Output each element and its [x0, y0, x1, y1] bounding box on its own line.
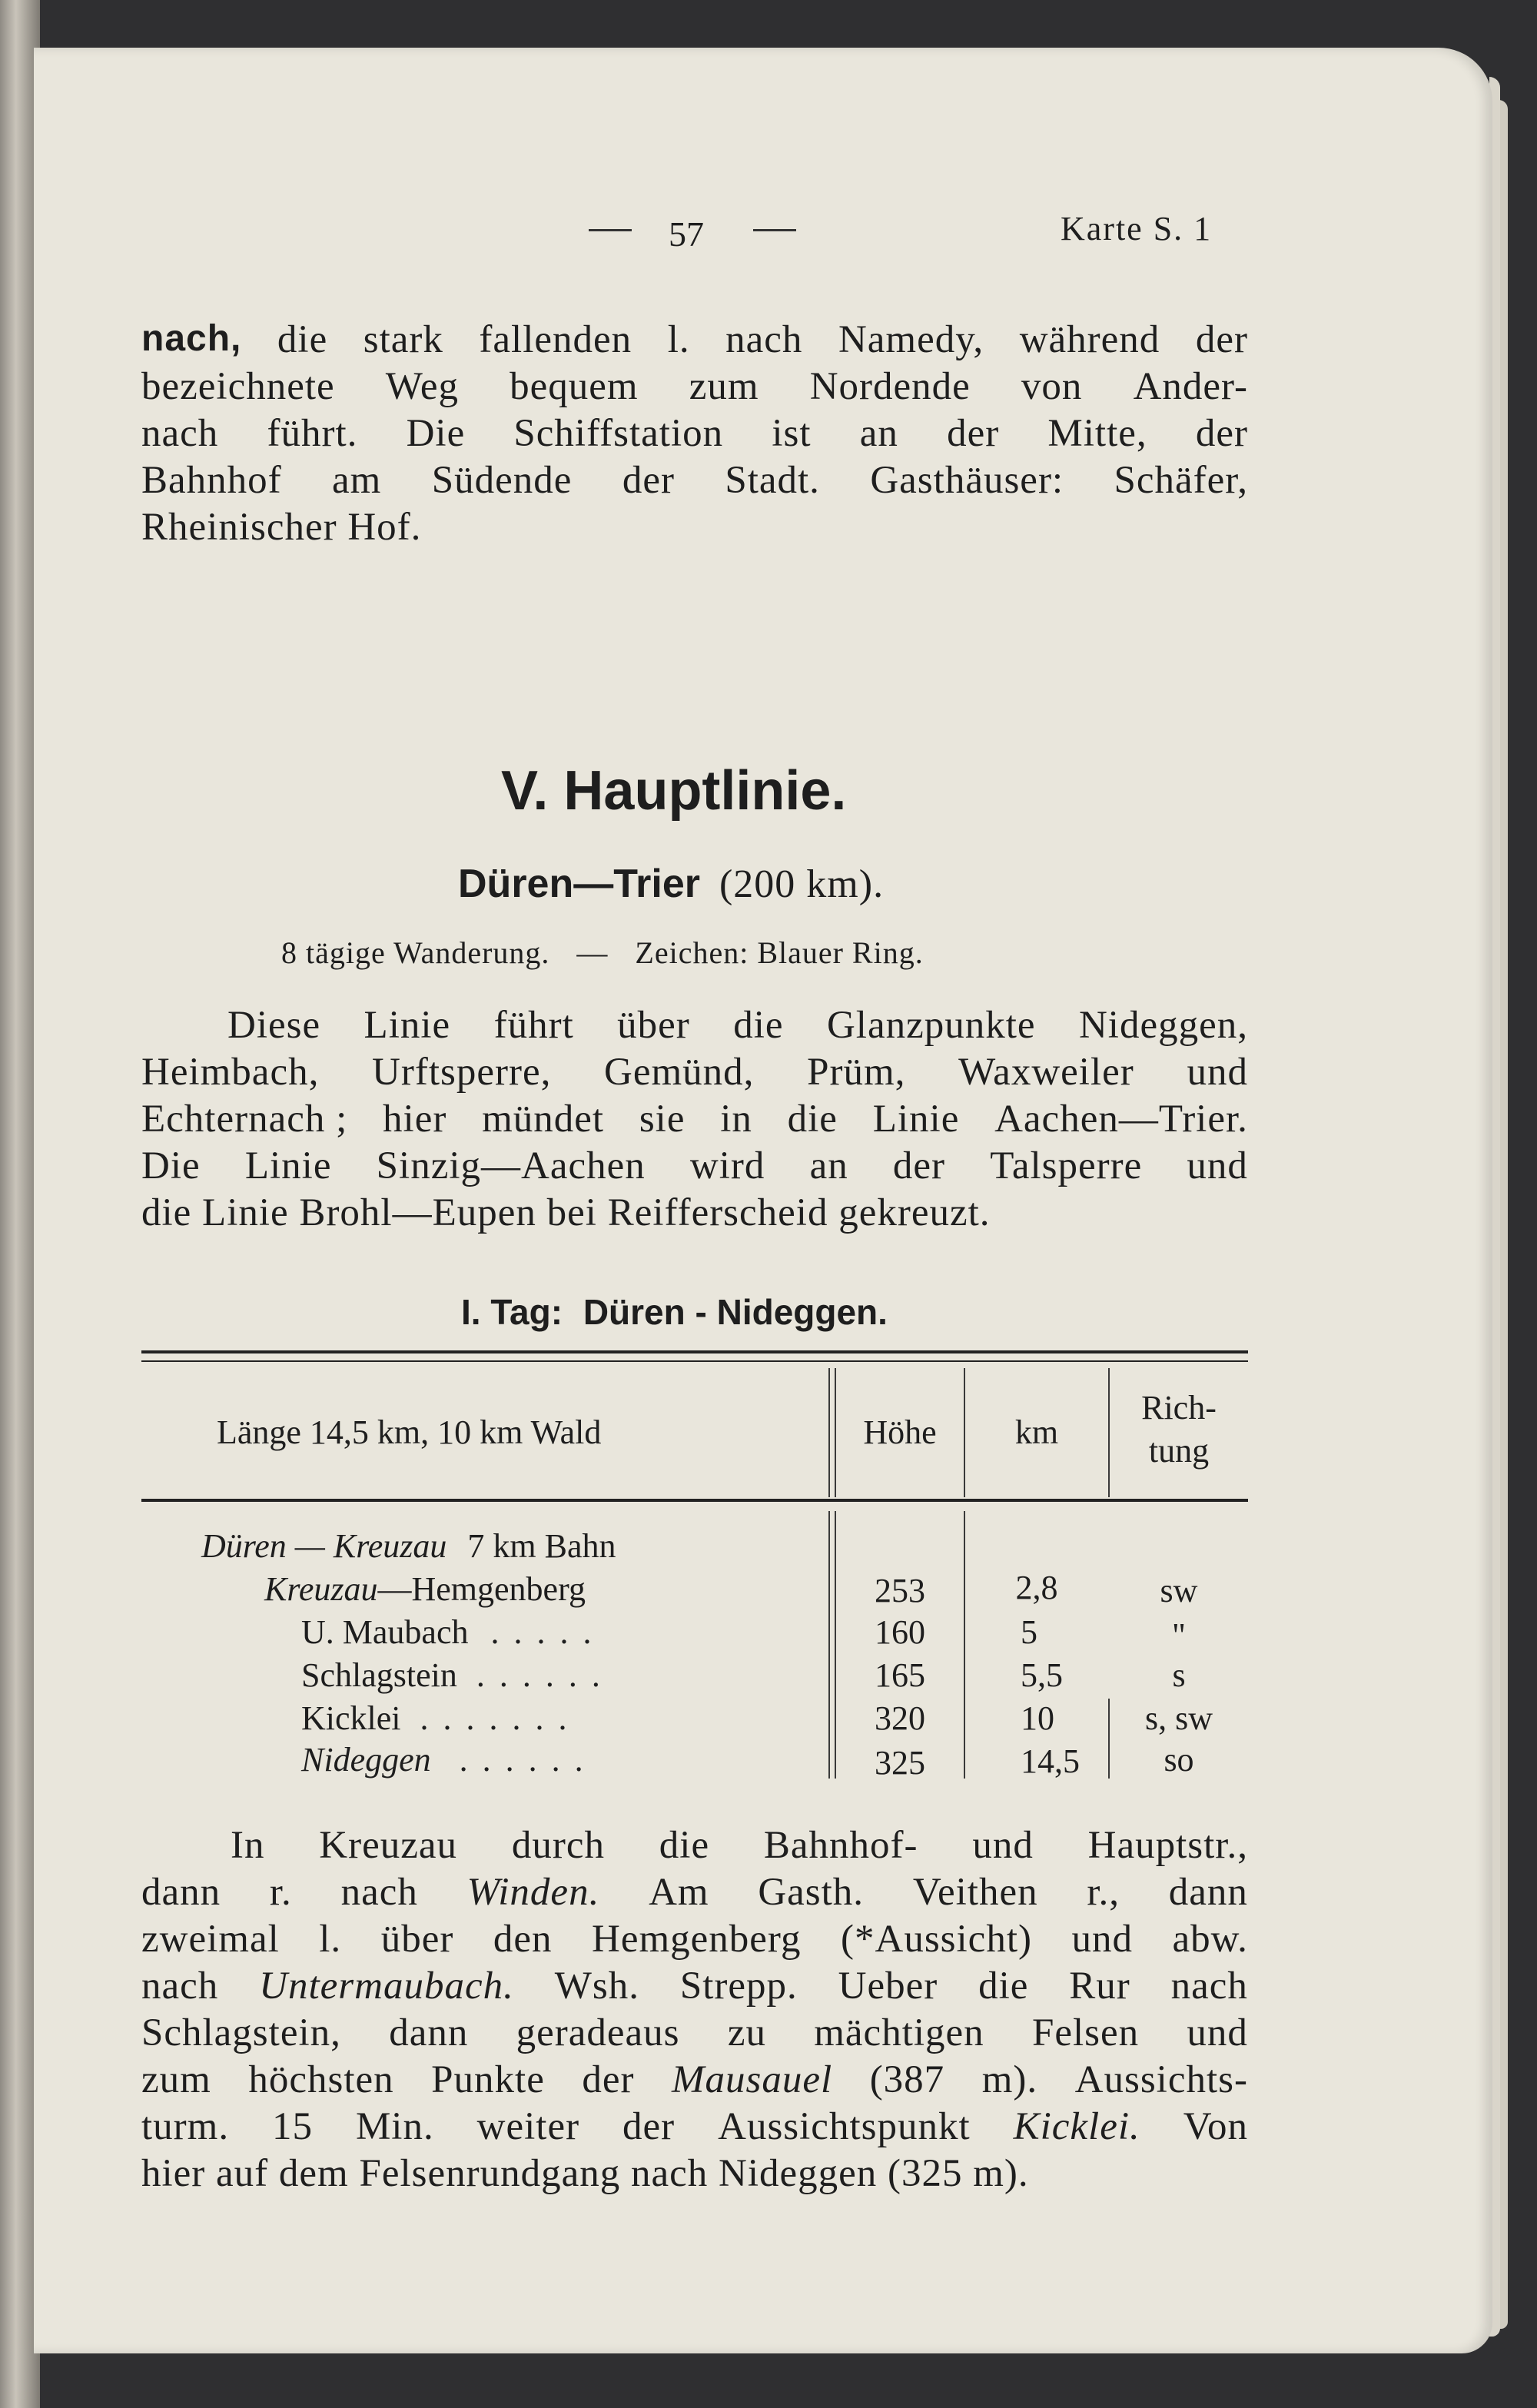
- row-km: 10: [1021, 1699, 1054, 1737]
- header-direction-1: Rich-: [1141, 1389, 1217, 1427]
- page-number-dash: [753, 229, 796, 231]
- header-km: km: [1014, 1413, 1059, 1451]
- intro-line-4: Bahnhof am Südende der Stadt. Gasthäuser: Schäfer,: [141, 459, 1248, 502]
- first-row-route: Düren — Kreuzau: [201, 1527, 447, 1565]
- description-line-4: Die Linie Sinzig—Aachen wird an der Talsperre und: [141, 1144, 1248, 1187]
- hike-duration: 8 tägige Wanderung.: [281, 935, 550, 970]
- route-text-line-3: zweimal l. über den Hemgenberg (*Aussicht) und abw.: [141, 1918, 1248, 1961]
- column-divider: [964, 1511, 965, 1779]
- table-row: [301, 1613, 595, 1652]
- row-km: 5: [1021, 1613, 1037, 1651]
- column-divider: [828, 1368, 830, 1497]
- row-height: 325: [875, 1744, 925, 1782]
- first-row-note: 7 km Bahn: [467, 1527, 616, 1565]
- header-direction-2: tung: [1148, 1432, 1210, 1470]
- trail-marker: Zeichen: Blauer Ring.: [635, 935, 924, 970]
- row-km: 2,8: [1015, 1569, 1058, 1606]
- row-km: 14,5: [1021, 1742, 1080, 1780]
- row-place: Kreuzau: [264, 1570, 378, 1608]
- route-heading: [458, 861, 884, 907]
- column-divider: [828, 1511, 830, 1779]
- table-header-rule: [141, 1499, 1248, 1502]
- route-text-line-6: zum höchsten Punkte der Mausauel (387 m). Aussichts-: [141, 2058, 1248, 2101]
- row-direction: so: [1164, 1741, 1194, 1779]
- row-dots: . . . . .: [490, 1613, 595, 1651]
- description-line-1: Diese Linie führt über die Glanzpunkte Nideggen,: [227, 1004, 1248, 1047]
- table-row: [264, 1569, 586, 1609]
- row-direction: sw: [1160, 1572, 1198, 1609]
- row-dots: . . . . . .: [459, 1741, 586, 1779]
- row-dots: . . . . . .: [476, 1656, 603, 1694]
- route-text-line-8: hier auf dem Felsenrundgang nach Nideggen (325 m).: [141, 2152, 1029, 2195]
- description-line-5: die Linie Brohl—Eupen bei Reifferscheid gekreuzt.: [141, 1191, 991, 1234]
- table-row: [301, 1699, 570, 1738]
- subtitle-dash: —: [576, 935, 609, 970]
- header-length: Länge 14,5 km, 10 km Wald: [217, 1413, 602, 1451]
- intro-word: nach,: [141, 318, 242, 359]
- table-top-rule-thin: [141, 1360, 1248, 1362]
- map-reference: Karte S. 1: [1061, 210, 1213, 247]
- row-height: 160: [875, 1613, 925, 1651]
- row-place: Schlagstein: [301, 1656, 457, 1694]
- row-place-suffix: —Hemgenberg: [377, 1570, 586, 1608]
- row-direction: ": [1172, 1616, 1186, 1654]
- row-place: Nideggen: [301, 1741, 431, 1779]
- route-text-line-7: turm. 15 Min. weiter der Aussichtspunkt Kicklei. Von: [141, 2105, 1248, 2148]
- row-place: Kicklei: [301, 1699, 401, 1737]
- row-height: 253: [875, 1572, 925, 1609]
- route-text-line-2: dann r. nach Winden. Am Gasth. Veithen r., dann: [141, 1871, 1248, 1914]
- row-direction: s: [1172, 1656, 1186, 1694]
- day-heading: [461, 1291, 888, 1333]
- section-title: V. Hauptlinie.: [501, 760, 847, 822]
- table-row: [301, 1740, 586, 1779]
- page-number: 57: [669, 214, 704, 254]
- route-subtitle: [281, 935, 924, 971]
- row-direction: s, sw: [1144, 1699, 1213, 1737]
- intro-line-1: nach, die stark fallenden l. nach Namedy, während der: [141, 318, 1248, 361]
- first-row: [201, 1526, 616, 1566]
- day-label: I. Tag:: [461, 1292, 563, 1332]
- row-place: U. Maubach: [301, 1613, 469, 1651]
- intro-line-3: nach führt. Die Schiffstation ist an der Mitte, der: [141, 412, 1248, 455]
- route-text-line-4: nach Untermaubach. Wsh. Strepp. Ueber die Rur nach: [141, 1965, 1248, 2008]
- route-text-line-5: Schlagstein, dann geradeaus zu mächtigen Felsen und: [141, 2011, 1248, 2054]
- description-line-3: Echternach ; hier mündet sie in die Linie Aachen—Trier.: [141, 1098, 1248, 1141]
- route-text-line-1: In Kreuzau durch die Bahnhof- und Hauptstr.,: [231, 1824, 1248, 1867]
- page-number-dash: [589, 229, 632, 231]
- intro-line-5: Rheinischer Hof.: [141, 506, 422, 549]
- route-name: Düren—Trier: [458, 862, 700, 906]
- row-dots: . . . . . . .: [420, 1699, 570, 1737]
- row-height: 165: [875, 1656, 925, 1694]
- table-row: [301, 1656, 603, 1695]
- day-route: Düren - Nideggen.: [583, 1292, 888, 1332]
- row-height: 320: [875, 1699, 925, 1737]
- description-line-2: Heimbach, Urftsperre, Gemünd, Prüm, Waxweiler und: [141, 1051, 1248, 1094]
- row-km: 5,5: [1021, 1656, 1063, 1694]
- header-height: Höhe: [863, 1413, 937, 1451]
- table-top-rule: [141, 1350, 1248, 1353]
- intro-line-2: bezeichnete Weg bequem zum Nordende von Ander-: [141, 365, 1248, 408]
- route-length: (200 km).: [719, 862, 885, 906]
